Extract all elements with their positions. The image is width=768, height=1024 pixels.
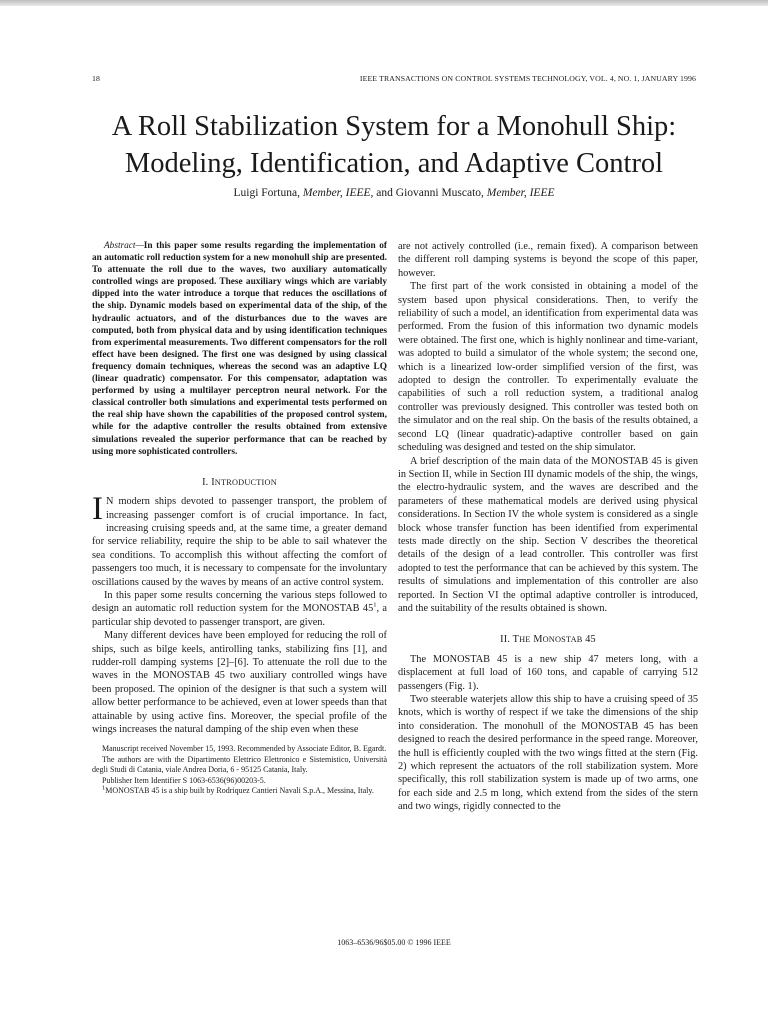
- intro-paragraph-1-text: N modern ships devoted to passenger transport, the problem of increasing passenger comfort is of crucial importance. In fact, increasing cruising speeds and, at the same time, a greater demand for service reliability, require the ship to be able to sail whatever the sea conditions. To accomplish this without affecting the comfort of passengers too much, it is necessary to compensate for the involuntary oscillations caused by the waves by means of an active control system.: [92, 496, 387, 588]
- intro-paragraph-1: [92, 491, 387, 589]
- section-small-caps-he: HE: [519, 635, 531, 645]
- section-initial-t: T: [512, 634, 520, 646]
- scan-top-edge: [0, 0, 768, 6]
- section-initial: I: [211, 476, 215, 488]
- footnotes: [92, 744, 387, 796]
- section-small-caps-onostab: ONOSTAB: [542, 635, 583, 645]
- right-paragraph-2: The first part of the work consisted in obtaining a model of the system based upon physical considerations. Then, to verify the reliability of such a model, an identification from experimental data was performed. From the fusion of this information two dynamic models were obtained. The first one, which is highly nonlinear and time-variant, was adopted to build a simulator of the whole system; the second one, which is a linearized low-order simplified version of the first, was adopted to design the controller. To experimentally evaluate the capabilities of such a roll reduction system, a traditional analog controller was previously designed. This controller was tested both on the simulator and on the real ship. On the basis of the results obtained, a second LQ (linear quadratic)-adaptive controller based on gain scheduling was designed and tested on the ship simulator.: [398, 281, 698, 454]
- footnote-number: 1: [102, 784, 106, 792]
- section-model-number: 45: [585, 634, 596, 646]
- section-rest: NTRODUCTION: [214, 477, 277, 487]
- intro-paragraph-2: [92, 589, 387, 629]
- section-heading-introduction: [92, 476, 387, 489]
- drop-cap: I: [92, 491, 103, 528]
- journal-citation: IEEE TRANSACTIONS ON CONTROL SYSTEMS TECHNOLOGY, VOL. 4, NO. 1, JANUARY 1996: [359, 74, 696, 83]
- author-1: Luigi Fortuna,: [233, 187, 300, 199]
- author-1-role: Member, IEEE,: [302, 187, 374, 199]
- author-2: Giovanni Muscato,: [395, 187, 484, 199]
- right-paragraph-3: A brief description of the main data of the MONOSTAB 45 is given in Section II, while in Section III dynamic models of the ship, the wings, the electro-hydraulic system, and the waves are described and the parameters of these mathematical models are derived using physical considerations. In Section IV the whole system is considered as a single block whose transfer function has been identified from experimental tests made directly on the ship. Section V describes the theoretical details of the design of a lead controller. This controller was first adopted to test the performance that can be achieved by this system. The results of simulations and implementation of this controller are also reported. In Section VI the optimal adaptive controller is introduced, and the suitability of the results obtained is shown.: [398, 455, 698, 614]
- right-paragraph-5: Two steerable waterjets allow this ship to have a cruising speed of 35 knots, which is worthy of respect if we take the dimensions of the ship into consideration. The monohull of the MONOSTAB 45 has been designed to reach the desired performance in the speed range. Moreover, the hull is efficiently coupled with the two wings fitted at the stern (Fig. 2) which represent the actuators of the roll stabilization system. More specifically, this roll stabilization system is made up of two arms, one for each side and 2.5 m long, which extend from the sides of the stern and two wings, rigidly connected to the: [398, 694, 698, 813]
- footnote-monostab: [92, 786, 387, 796]
- intro-paragraph-2-text-b: , a particular ship devoted to passenger transport, are given.: [92, 603, 388, 628]
- footnote-affiliation: The authors are with the Dipartimento Elettrico Elettronico e Sistemistico, Università degli Studi di Catania, viale Andrea Doria, 6 - 95125 Catania, Italy.: [92, 754, 387, 775]
- section-initial-m: M: [533, 634, 543, 646]
- abstract-text: In this paper some results regarding the implementation of an automatic roll reduction system for a new monohull ship are presented. To attenuate the roll due to the waves, two auxiliary automatically controlled wings are proposed. These auxiliary wings which are variably dipped into the water introduce a torque that reduces the oscillations of the ship. Dynamic models based on experimental data of the ship, of the hydraulic actuators, and of the disturbances due to the waves are computed, both from physical data and by using identification techniques from experimental measurements. Two different compensators for the roll effect have been designed. The first one was designed by using classical frequency domain techniques, whereas the second was an adaptive LQ (linear quadratic) compensator. For this compensator, adaptation was performed by using a multilayer perceptron neural network. For the classical controller both simulations and experimental tests performed on the real ship have shown the capabilities of the proposed control system, while for the adaptive controller the results obtained from extensive simulations revealed the superior performance that can be reached by using more sophisticated controllers.: [92, 241, 387, 457]
- author-line: [60, 187, 728, 199]
- right-paragraph-1: are not actively controlled (i.e., remain fixed). A comparison between the different roll damping systems is beyond the scope of this paper, however.: [398, 241, 698, 279]
- section-numeral: I.: [202, 476, 209, 488]
- right-column: [398, 240, 698, 814]
- footnote-marker: 1: [373, 601, 377, 609]
- intro-paragraph-3: Many different devices have been employed for reducing the roll of ships, such as bilge keels, antirolling tanks, stabilizing fins [1], and rudder-roll damping systems [2]–[6]. To attenuate the roll due to the waves in the MONOSTAB 45 two auxiliary controlled wings have been proposed. The opinion of the designer is that such a system will allow better performance to be achieved, even at lower speeds than that attainable by using active fins. Moreover, the special profile of the wings increases the natural damping of the ship even when these: [92, 630, 387, 735]
- title-line-2: Modeling, Identification, and Adaptive Control: [124, 148, 664, 179]
- author-conjunction: and: [376, 187, 393, 199]
- abstract-label: Abstract—: [104, 241, 144, 251]
- copyright-footer: 1063–6536/96$05.00 © 1996 IEEE: [337, 938, 451, 947]
- left-column: [92, 240, 387, 796]
- author-2-role: Member, IEEE: [486, 187, 555, 199]
- title-line-1: A Roll Stabilization System for a Monohull Ship:: [111, 111, 677, 142]
- footnote-monostab-text: MONOSTAB 45 is a ship built by Rodriquez Cantieri Navali S.p.A., Messina, Italy.: [105, 786, 374, 796]
- footnote-manuscript: Manuscript received November 15, 1993. Recommended by Associate Editor, B. Egardt.: [102, 744, 387, 754]
- right-paragraph-4: The MONOSTAB 45 is a new ship 47 meters long, with a displacement at full load of 160 tons, and capable of carrying 512 passengers (Fig. 1).: [398, 653, 698, 692]
- abstract: [92, 240, 387, 458]
- section-heading-monostab: [398, 633, 698, 646]
- footnote-publisher-id: Publisher Item Identifier S 1063-6536(96)00203-5.: [102, 775, 266, 785]
- paper-title: [60, 108, 728, 182]
- page-number: 18: [92, 74, 100, 83]
- intro-paragraph-2-text-a: In this paper some results concerning the various steps followed to design an automatic roll reduction system for the MONOSTAB 45: [92, 589, 387, 615]
- section-numeral: II.: [500, 634, 511, 646]
